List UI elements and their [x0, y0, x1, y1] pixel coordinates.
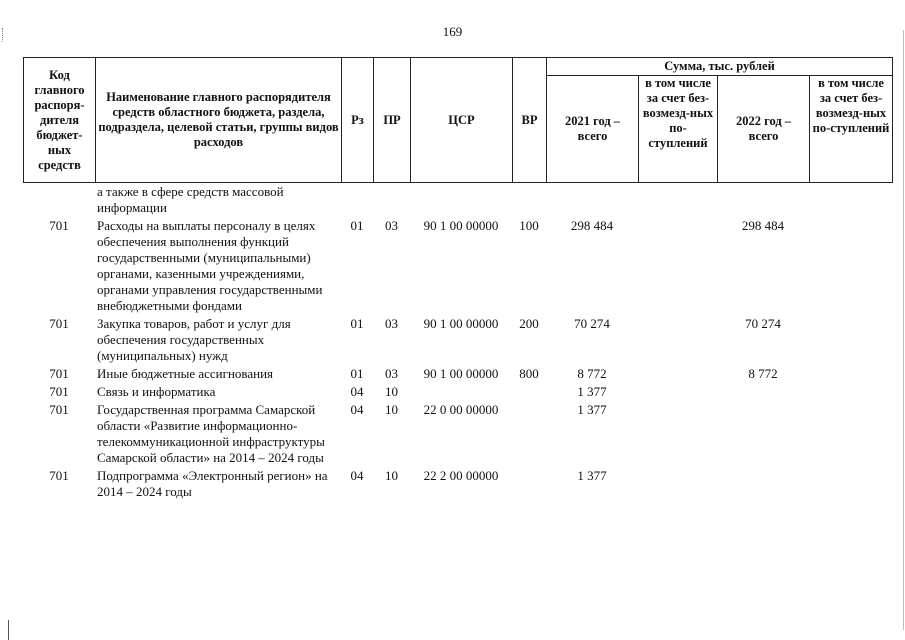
row-sum-2021: 1 377: [577, 468, 607, 483]
table-row: [23, 383, 892, 401]
row-rz: [341, 184, 373, 217]
row-name: Государственная программа Самарской области «Развитие информационно-телекоммуникационной инфраструктуры Самарской области» на 2014 – 2024 годы: [97, 402, 325, 465]
row-sum-2021-free: [638, 315, 717, 365]
row-code: 701: [49, 468, 69, 483]
row-pr: 10: [385, 402, 398, 417]
row-code: 701: [49, 402, 69, 417]
row-sum-2021-free: [638, 365, 717, 383]
header-sum: Сумма, тыс. рублей: [547, 58, 893, 76]
table-body: [23, 184, 892, 500]
row-sum-2022: [717, 467, 809, 500]
row-sum-2022: [717, 383, 809, 401]
row-vr: [512, 467, 546, 500]
row-sum-2022-free: [809, 365, 892, 383]
row-csr: [410, 383, 512, 401]
row-name: Подпрограмма «Электронный регион» на 2014 – 2024 годы: [97, 468, 328, 499]
header-2021-total: 2021 год – всего: [547, 76, 639, 183]
row-sum-2021: 1 377: [577, 402, 607, 417]
header-code: Код главного распоря-дителя бюджет-ных средств: [24, 58, 96, 183]
row-vr: 200: [519, 316, 539, 331]
row-sum-2021: [546, 184, 638, 217]
row-sum-2021-free: [638, 383, 717, 401]
row-sum-2021-free: [638, 217, 717, 315]
row-csr: 22 2 00 00000: [423, 468, 499, 483]
row-sum-2022: [717, 184, 809, 217]
header-pr: ПР: [374, 58, 411, 183]
table-row: [23, 365, 892, 383]
row-vr: 800: [519, 366, 539, 381]
row-sum-2022-free: [809, 401, 892, 467]
row-pr: 10: [385, 384, 398, 399]
row-name: Иные бюджетные ассигнования: [97, 366, 274, 381]
row-sum-2022: [717, 401, 809, 467]
row-csr: 90 1 00 00000: [423, 366, 499, 381]
header-csr: ЦСР: [411, 58, 513, 183]
header-2021-free: в том числе за счет без-возмезд-ных по-ступлений: [639, 76, 718, 183]
row-csr: [410, 184, 512, 217]
scan-edge-line: [903, 30, 904, 630]
header-rz: Рз: [342, 58, 374, 183]
row-pr: 03: [385, 218, 398, 233]
row-sum-2021: 8 772: [577, 366, 607, 381]
row-sum-2022: 8 772: [748, 366, 778, 381]
row-code: 701: [49, 316, 69, 331]
row-code: 701: [49, 218, 69, 233]
row-name: Закупка товаров, работ и услуг для обеспечения государственных (муниципальных) нужд: [97, 316, 291, 363]
row-vr: 100: [519, 218, 539, 233]
scan-edge-line-bottom: [8, 620, 9, 640]
row-code: [23, 184, 95, 217]
table-row: [23, 401, 892, 467]
row-rz: 04: [350, 402, 364, 417]
row-csr: 90 1 00 00000: [423, 218, 499, 233]
row-sum-2021: 298 484: [570, 218, 614, 233]
row-sum-2021-free: [638, 184, 717, 217]
row-sum-2022-free: [809, 315, 892, 365]
row-pr: 03: [385, 316, 398, 331]
table-row: [23, 184, 892, 217]
row-rz: 04: [350, 468, 364, 483]
row-sum-2022-free: [809, 467, 892, 500]
row-csr: 90 1 00 00000: [423, 316, 499, 331]
row-sum-2021-free: [638, 401, 717, 467]
row-rz: 04: [350, 384, 364, 399]
row-sum-2022: 70 274: [745, 316, 781, 331]
row-rz: 01: [350, 316, 364, 331]
row-pr: [373, 184, 410, 217]
row-pr: 03: [385, 366, 398, 381]
row-sum-2021: 1 377: [577, 384, 607, 399]
row-name: Связь и информатика: [97, 384, 216, 399]
row-vr: [512, 383, 546, 401]
row-sum-2021-free: [638, 467, 717, 500]
row-sum-2022: 298 484: [741, 218, 785, 233]
row-name: а также в сфере средств массовой информации: [97, 184, 284, 215]
table-row: [23, 315, 892, 365]
header-2022-total: 2022 год – всего: [718, 76, 810, 183]
table-row: [23, 467, 892, 500]
row-code: 701: [49, 366, 69, 381]
row-sum-2022-free: [809, 217, 892, 315]
row-pr: 10: [385, 468, 398, 483]
row-name: Расходы на выплаты персоналу в целях обеспечения выполнения функций государственными (муниципальными) органами, казенными учреждениями, органами управления государственными внебюджетными фондами: [97, 218, 323, 313]
page-number: 169: [442, 24, 463, 39]
table-row: [23, 217, 892, 315]
row-vr: [512, 184, 546, 217]
row-csr: 22 0 00 00000: [423, 402, 499, 417]
row-sum-2021: 70 274: [574, 316, 610, 331]
row-rz: 01: [350, 366, 364, 381]
row-sum-2022-free: [809, 184, 892, 217]
header-2022-free: в том числе за счет без-возмезд-ных по-ступлений: [810, 76, 893, 183]
row-rz: 01: [350, 218, 364, 233]
table-header: [23, 57, 893, 183]
row-vr: [512, 401, 546, 467]
header-vr: ВР: [513, 58, 547, 183]
row-sum-2022-free: [809, 383, 892, 401]
header-name: Наименование главного распорядителя средств областного бюджета, раздела, подраздела, целевой статьи, группы видов расходов: [96, 58, 342, 183]
row-code: 701: [49, 384, 69, 399]
